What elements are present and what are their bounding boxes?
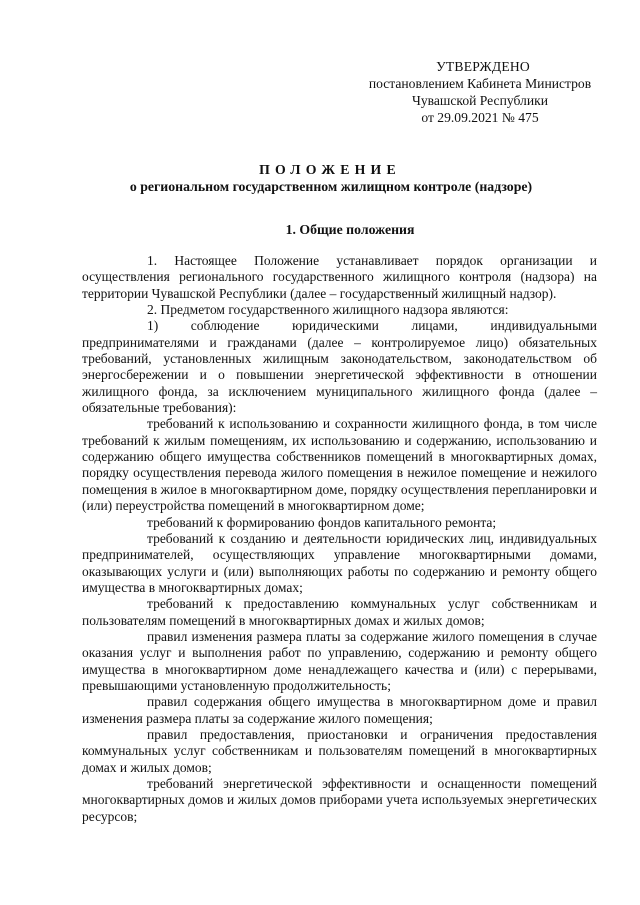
paragraph: требований к созданию и деятельности юридических лиц, индивидуальных предпринимателей, осуществляющих управление многоквартирными домами, оказывающих услуги и (или) выполняющих работы по содержанию и ремонту общего имущества в многоквартирных домах;: [82, 530, 597, 595]
paragraph: 1. Настоящее Положение устанавливает порядок организации и осуществления регионального государственного жилищного контроля (надзора) на территории Чувашской Республики (далее – государственный жилищный надзор).: [82, 253, 597, 301]
paragraph: правил содержания общего имущества в многоквартирном доме и правил изменения размера платы за содержание жилого помещения;: [82, 694, 597, 726]
approval-heading: УТВЕРЖДЕНО: [436, 59, 530, 74]
document-title-subtitle: о региональном государственном жилищном контроле (надзоре): [129, 179, 533, 194]
paragraph: требований к использованию и сохранности жилищного фонда, в том числе требований к жилым помещениям, их использованию и содержанию, использованию и содержанию общего имущества собственников помещений в многоквартирных домах, порядку осуществления перевода жилого помещения в нежилое помещение и нежилого помещения в жилое в многоквартирном доме, порядку осуществления перепланировки и (или) переустройства помещений в многоквартирном доме;: [82, 416, 597, 514]
paragraph: требований энергетической эффективности и оснащенности помещений многоквартирных домов и жилых домов приборами учета используемых энергетических ресурсов;: [82, 776, 597, 824]
document-title: [0, 161, 640, 195]
document-body: [82, 253, 597, 825]
paragraph: 1) соблюдение юридическими лицами, индивидуальными предпринимателями и гражданами (далее – контролируемое лицо) обязательных требований, установленных жилищным законодательством, законодательством об энергосбережении и о повышении энергетической эффективности в отношении жилищного фонда, за исключением муниципального жилищного фонда (далее – обязательные требования):: [82, 318, 597, 416]
approval-republic: Чувашской Республики: [412, 93, 548, 108]
paragraph: требований к формированию фондов капитального ремонта;: [147, 514, 497, 530]
approval-date-number: от 29.09.2021 № 475: [421, 110, 539, 125]
section-heading-text: 1. Общие положения: [285, 222, 415, 237]
document-title-main: ПОЛОЖЕНИЕ: [259, 162, 401, 177]
paragraph: правил предоставления, приостановки и ограничения предоставления коммунальных услуг собственникам и пользователям помещений в многоквартирных домах и жилых домов;: [82, 726, 597, 775]
approval-stamp: [355, 58, 605, 126]
paragraph: 2. Предметом государственного жилищного надзора являются:: [147, 302, 509, 318]
paragraph: правил изменения размера платы за содержание жилого помещения в случае оказания услуг и выполнения работ по управлению, содержанию и ремонту общего имущества в многоквартирном доме ненадлежащего качества и (или) с перерывами, превышающими установленную продолжительность;: [82, 628, 597, 693]
approval-authority: постановлением Кабинета Министров: [368, 76, 592, 91]
section-heading-general: [0, 221, 640, 238]
paragraph: требований к предоставлению коммунальных услуг собственникам и пользователям помещений в многоквартирных домах и жилых домов;: [82, 596, 597, 628]
